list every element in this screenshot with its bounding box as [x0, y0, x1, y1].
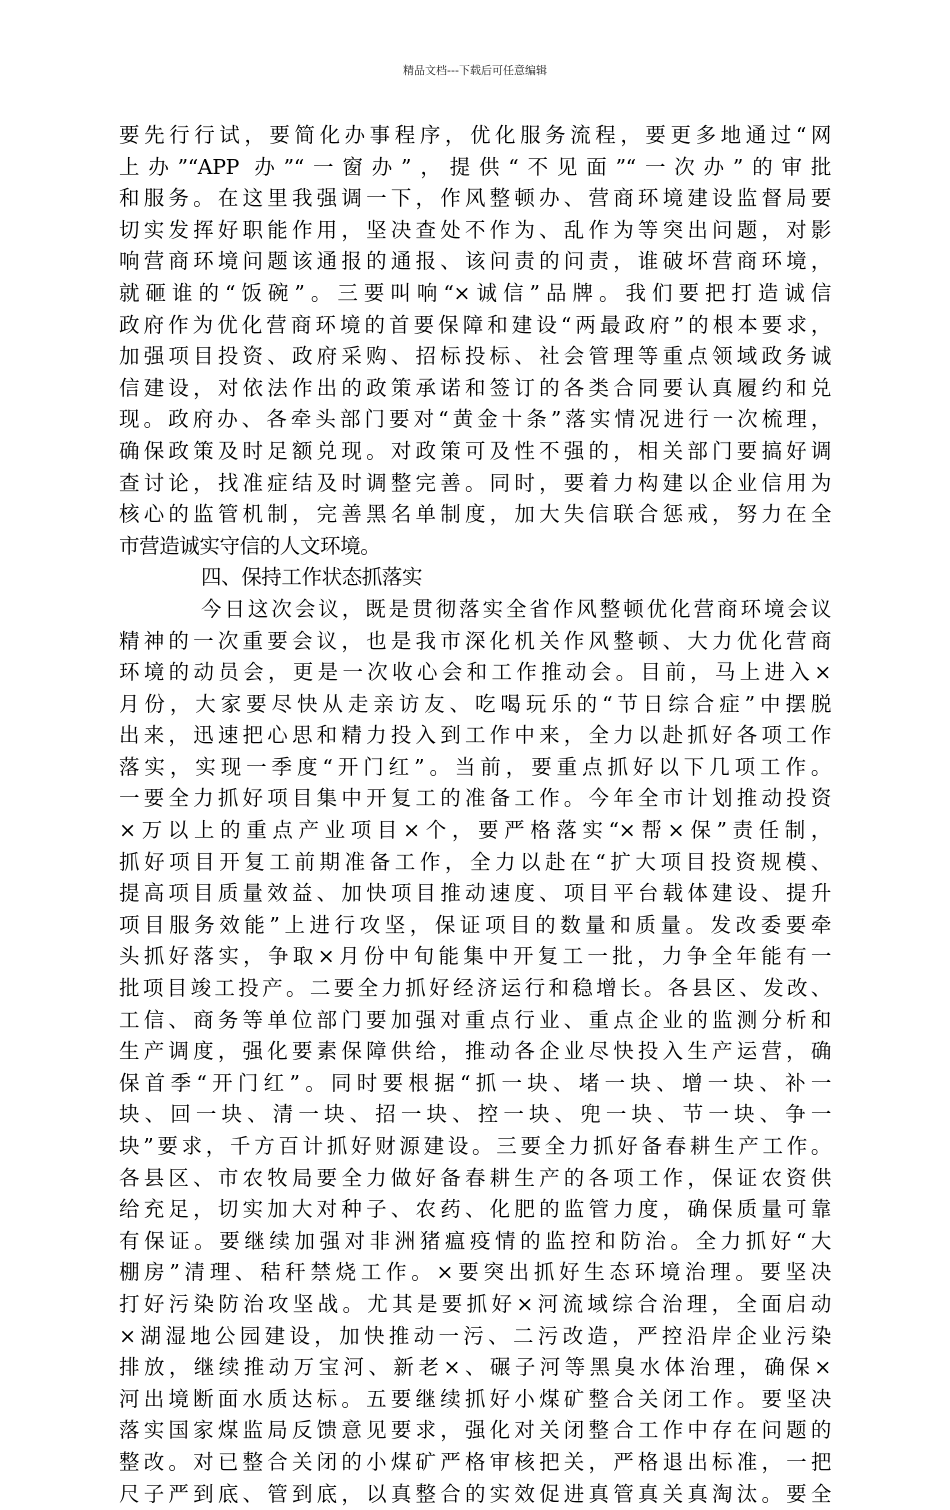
text-line: ×湖湿地公园建设，加快推动一污、二污改造，严控沿岸企业污染 [119, 1323, 831, 1348]
text-line: 给充足，切实加大对种子、农药、化肥的监管力度，确保质量可靠 [119, 1197, 831, 1222]
text-line: 整改。对已整合关闭的小煤矿严格审核把关，严格退出标准，一把 [119, 1449, 831, 1474]
text-line: 提高项目质量效益、加快项目推动速度、项目平台载体建设、提升 [119, 881, 831, 906]
page-header: 精品文档---下载后可任意编辑 [403, 64, 547, 77]
text-line: 要先行行试，要简化办事程序，优化服务流程，要更多地通过“网 [119, 123, 831, 147]
text-line: 棚房”清理、秸秆禁烧工作。×要突出抓好生态环境治理。要坚决 [119, 1260, 831, 1285]
text-line: 头抓好落实，争取×月份中旬能集中开复工一批，力争全年能有一 [119, 944, 831, 969]
text-line: 市营造诚实守信的人文环境。 [119, 533, 381, 558]
text-line: 确保政策及时足额兑现。对政策可及性不强的，相关部门要搞好调 [119, 438, 831, 463]
text-line: 和服务。在这里我强调一下，作风整顿办、营商环境建设监督局要 [119, 186, 831, 211]
section-heading: 四、保持工作状态抓落实 [201, 565, 423, 590]
text-line: 现。政府办、各牵头部门要对“黄金十条”落实情况进行一次梳理， [119, 407, 831, 432]
text-line: 排放，继续推动万宝河、新老×、碾子河等黑臭水体治理，确保× [119, 1355, 831, 1380]
document-body [119, 120, 831, 1510]
text-line: 响营商环境问题该通报的通报、该问责的问责，谁破坏营商环境， [119, 249, 831, 274]
text-line: 批项目竣工投产。二要全力抓好经济运行和稳增长。各县区、发改、 [119, 976, 831, 1001]
text-line: 工信、商务等单位部门要加强对重点行业、重点企业的监测分析和 [119, 1007, 831, 1032]
text-line: 各县区、市农牧局要全力做好备春耕生产的各项工作，保证农资供 [119, 1165, 831, 1190]
text-line: 月份，大家要尽快从走亲访友、吃喝玩乐的“节日综合症”中摆脱 [119, 691, 831, 716]
text-line: ×万以上的重点产业项目×个，要严格落实“×帮×保”责任制， [119, 818, 831, 843]
text-line: 核心的监管机制，完善黑名单制度，加大失信联合惩戒，努力在全 [119, 502, 831, 527]
text-line: 就砸谁的“饭碗”。三要叫响“×诚信”品牌。我们要把打造诚信 [119, 280, 831, 305]
text-line: 打好污染防治攻坚战。尤其是要抓好×河流域综合治理，全面启动 [119, 1291, 831, 1316]
text-line: 环境的动员会，更是一次收心会和工作推动会。目前，马上进入× [119, 660, 831, 685]
text-line: 落实国家煤监局反馈意见要求，强化对关闭整合工作中存在问题的 [119, 1418, 831, 1443]
text-line: 切实发挥好职能作用，坚决查处不作为、乱作为等突出问题，对影 [119, 217, 831, 242]
text-line: 保首季“开门红”。同时要根据“抓一块、堵一块、增一块、补一 [119, 1070, 831, 1095]
text-line: 今日这次会议，既是贯彻落实全省作风整顿优化营商环境会议 [201, 596, 831, 621]
text-line: 政府作为优化营商环境的首要保障和建设“两最政府”的根本要求， [119, 312, 831, 337]
text-line: 查讨论，找准症结及时调整完善。同时，要着力构建以企业信用为 [119, 470, 831, 495]
text-line: 信建设，对依法作出的政策承诺和签订的各类合同要认真履约和兑 [119, 375, 831, 400]
text-line: 抓好项目开复工前期准备工作，全力以赴在“扩大项目投资规模、 [119, 849, 831, 874]
text-line: 精神的一次重要会议，也是我市深化机关作风整顿、大力优化营商 [119, 628, 831, 653]
text-line: 加强项目投资、政府采购、招标投标、社会管理等重点领域政务诚 [119, 344, 831, 369]
text-line: 块、回一块、清一块、招一块、控一块、兜一块、节一块、争一 [119, 1102, 831, 1127]
text-line: 河出境断面水质达标。五要继续抓好小煤矿整合关闭工作。要坚决 [119, 1386, 831, 1411]
text-line: 项目服务效能”上进行攻坚，保证项目的数量和质量。发改委要牵 [119, 912, 831, 937]
text-line: 落实，实现一季度“开门红”。当前，要重点抓好以下几项工作。 [119, 754, 831, 779]
text-line: 有保证。要继续加强对非洲猪瘟疫情的监控和防治。全力抓好“大 [119, 1228, 831, 1253]
text-line: 上办”“APP 办”“一窗办”，提供“不见面”“一次办”的审批 [119, 154, 831, 179]
text-line: 一要全力抓好项目集中开复工的准备工作。今年全市计划推动投资 [119, 786, 831, 811]
text-line: 生产调度，强化要素保障供给，推动各企业尽快投入生产运营，确 [119, 1039, 831, 1064]
text-line: 出来，迅速把心思和精力投入到工作中来，全力以赴抓好各项工作 [119, 723, 831, 748]
text-line: 尺子严到底、管到底，以真整合的实效促进真管真关真淘汰。要全 [119, 1481, 831, 1506]
text-line: 块”要求，千方百计抓好财源建设。三要全力抓好备春耕生产工作。 [119, 1134, 831, 1158]
